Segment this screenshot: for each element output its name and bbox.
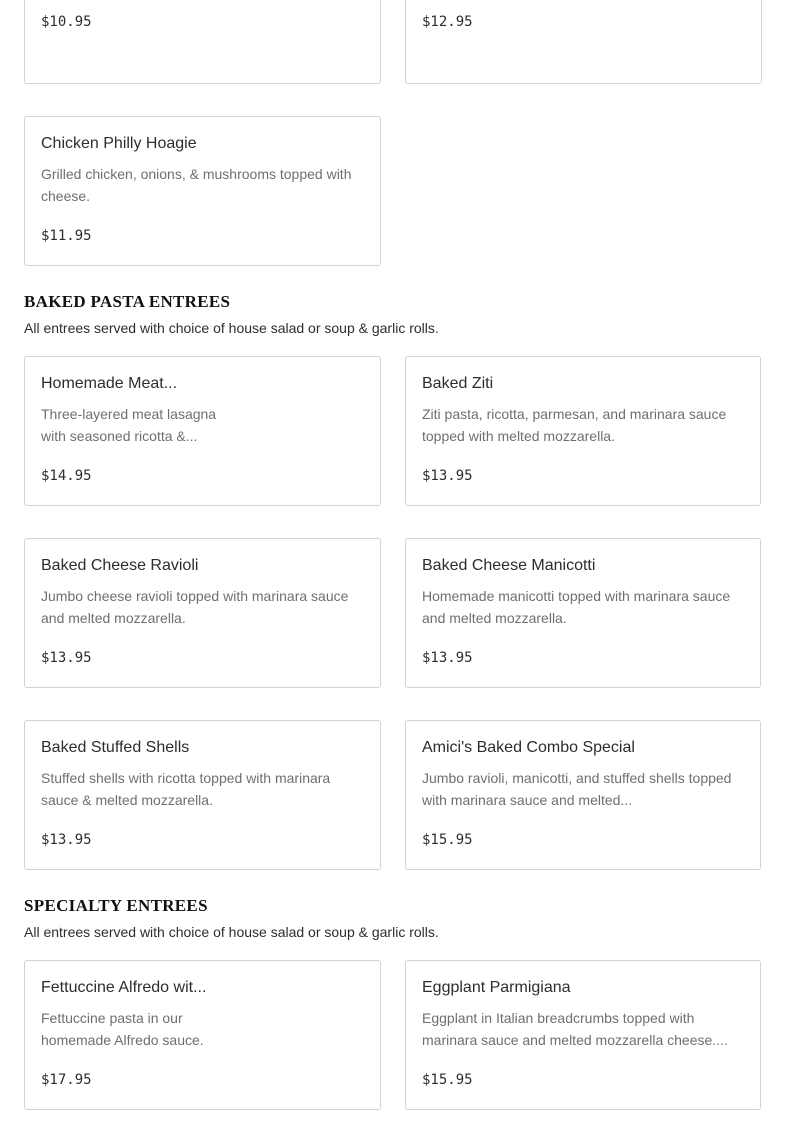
item-description: Fettuccine pasta in our homemade Alfredo sauce. — [41, 1010, 204, 1048]
menu-item-card[interactable] — [24, 538, 381, 688]
item-price: $14.95 — [41, 468, 92, 484]
menu-item-card[interactable] — [24, 356, 381, 506]
item-price: $11.95 — [41, 228, 92, 244]
item-price: $13.95 — [41, 832, 92, 848]
item-name: Amici's Baked Combo Special — [422, 739, 635, 756]
item-description: Homemade manicotti topped with marinara sauce and melted mozzarella. — [422, 588, 731, 626]
item-description: Jumbo cheese ravioli topped with marinara sauce and melted mozzarella. — [41, 588, 349, 626]
item-price: $13.95 — [422, 650, 473, 666]
menu-item-card[interactable] — [24, 720, 381, 870]
item-description: Stuffed shells with ricotta topped with marinara sauce & melted mozzarella. — [41, 770, 331, 808]
item-price: $15.95 — [422, 832, 473, 848]
item-description: Three-layered meat lasagna with seasoned ricotta &... — [41, 406, 217, 444]
item-description: Grilled chicken, onions, & mushrooms topped with cheese. — [41, 166, 352, 204]
menu-item-card[interactable] — [405, 0, 762, 84]
item-description: Jumbo ravioli, manicotti, and stuffed shells topped with marinara sauce and melted... — [422, 770, 732, 808]
section-note: All entrees served with choice of house salad or soup & garlic rolls. — [24, 924, 439, 940]
menu-item-card[interactable] — [24, 0, 381, 84]
item-description: Ziti pasta, ricotta, parmesan, and marinara sauce topped with melted mozzarella. — [422, 406, 727, 444]
section-note: All entrees served with choice of house salad or soup & garlic rolls. — [24, 320, 439, 336]
item-price: $15.95 — [422, 1072, 473, 1088]
item-price: $13.95 — [41, 650, 92, 666]
menu-item-card[interactable] — [405, 356, 761, 506]
item-name: Homemade Meat... — [41, 375, 178, 392]
item-price: $10.95 — [41, 14, 92, 30]
item-name: Chicken Philly Hoagie — [41, 135, 197, 152]
item-name: Eggplant Parmigiana — [422, 979, 571, 996]
menu-item-card[interactable] — [405, 538, 761, 688]
section-title: BAKED PASTA ENTREES — [24, 292, 231, 311]
menu-item-card[interactable] — [405, 960, 761, 1110]
menu-item-card[interactable] — [405, 720, 761, 870]
item-name: Baked Cheese Ravioli — [41, 557, 199, 574]
item-price: $17.95 — [41, 1072, 92, 1088]
section-title: SPECIALTY ENTREES — [24, 896, 208, 915]
menu-item-card[interactable] — [24, 116, 381, 266]
item-description: Eggplant in Italian breadcrumbs topped with marinara sauce and melted mozzarella cheese.... — [422, 1010, 728, 1048]
item-name: Fettuccine Alfredo wit... — [41, 979, 207, 996]
item-name: Baked Cheese Manicotti — [422, 557, 596, 574]
item-price: $12.95 — [422, 14, 473, 30]
item-price: $13.95 — [422, 468, 473, 484]
item-name: Baked Stuffed Shells — [41, 739, 190, 756]
menu-item-card[interactable] — [24, 960, 381, 1110]
item-name: Baked Ziti — [422, 375, 494, 392]
